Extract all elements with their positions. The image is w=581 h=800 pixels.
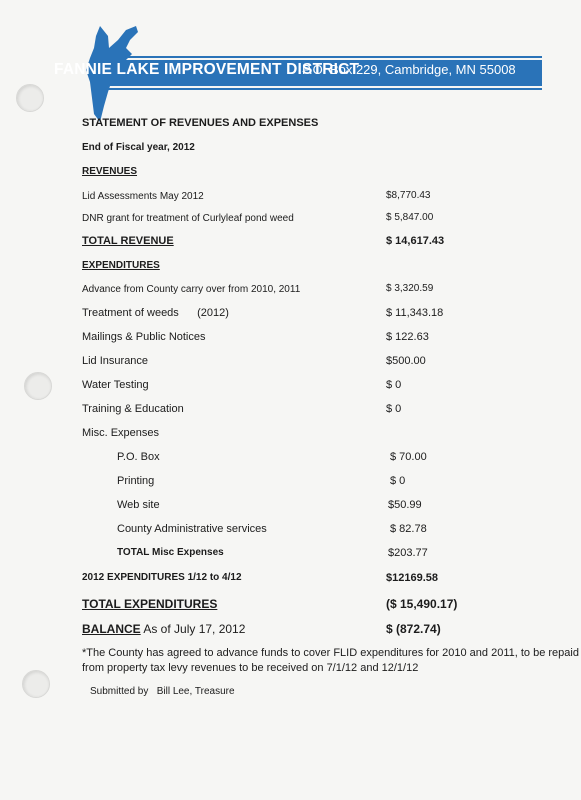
expenditures-heading: EXPENDITURES [82,260,160,271]
expenditure-item-label: Lid Insurance [82,355,149,367]
punch-hole-bottom [22,670,50,698]
total-expenditures-label: TOTAL EXPENDITURES [82,597,218,611]
expenditure-item-label: Advance from County carry over from 2010, 2011 [82,284,301,295]
revenue-item-amount: $ 5,847.00 [386,212,434,223]
misc-item-label: Web site [117,499,160,511]
expenditure-item-amount: $500.00 [386,355,426,367]
misc-item-amount: $ 82.78 [390,523,427,535]
balance-label: BALANCE [82,622,141,636]
total-revenue-label: TOTAL REVENUE [82,235,174,247]
expenditure-item-amount: $ 122.63 [386,331,429,343]
expenditure-item-amount: $ 0 [386,379,402,391]
expenditure-item-label: Treatment of weeds (2012) [82,307,229,319]
balance-line [82,622,245,636]
statement-title: STATEMENT OF REVENUES AND EXPENSES [82,117,319,129]
punch-hole-middle [24,372,52,400]
misc-total-label: TOTAL Misc Expenses [117,547,224,558]
total-revenue-amount: $ 14,617.43 [386,235,445,247]
misc-expenses-label: Misc. Expenses [82,427,160,439]
misc-item-label: Printing [117,475,155,487]
balance-date: As of July 17, 2012 [140,622,246,636]
period-expenditures-label: 2012 EXPENDITURES 1/12 to 4/12 [82,572,242,583]
statement-period: End of Fiscal year, 2012 [82,142,195,153]
misc-item-label: P.O. Box [117,451,160,463]
misc-item-amount: $ 70.00 [390,451,427,463]
revenue-item-label: DNR grant for treatment of Curlyleaf pond weed [82,213,294,224]
expenditure-item-amount: $ 0 [386,403,402,415]
organization-address: P.O. Box 229, Cambridge, MN 55008 [302,62,516,77]
footnote-line-2: from property tax levy revenues to be received on 7/1/12 and 12/1/12 [82,662,419,674]
misc-item-amount: $50.99 [388,499,422,511]
expenditure-item-label: Training & Education [82,403,184,415]
revenue-item-label: Lid Assessments May 2012 [82,191,204,202]
period-expenditures-amount: $12169.58 [386,572,438,584]
punch-hole-top [16,84,44,112]
misc-item-label: County Administrative services [117,523,267,535]
footnote-line-1: *The County has agreed to advance funds to cover FLID expenditures for 2010 and 2011, to be repaid [82,647,579,659]
expenditure-item-amount: $ 3,320.59 [386,283,434,294]
expenditure-item-label: Mailings & Public Notices [82,331,206,343]
misc-total-amount: $203.77 [388,547,428,559]
total-expenditures-amount: ($ 15,490.17) [386,597,458,611]
misc-item-amount: $ 0 [390,475,406,487]
revenue-item-amount: $8,770.43 [386,190,431,201]
submitted-by: Submitted by Bill Lee, Treasure [90,686,235,697]
expenditure-item-label: Water Testing [82,379,149,391]
revenues-heading: REVENUES [82,166,138,177]
balance-amount: $ (872.74) [386,622,441,636]
expenditure-item-amount: $ 11,343.18 [386,307,444,319]
organization-name: FANNIE LAKE IMPROVEMENT DISTRICT [54,61,360,78]
